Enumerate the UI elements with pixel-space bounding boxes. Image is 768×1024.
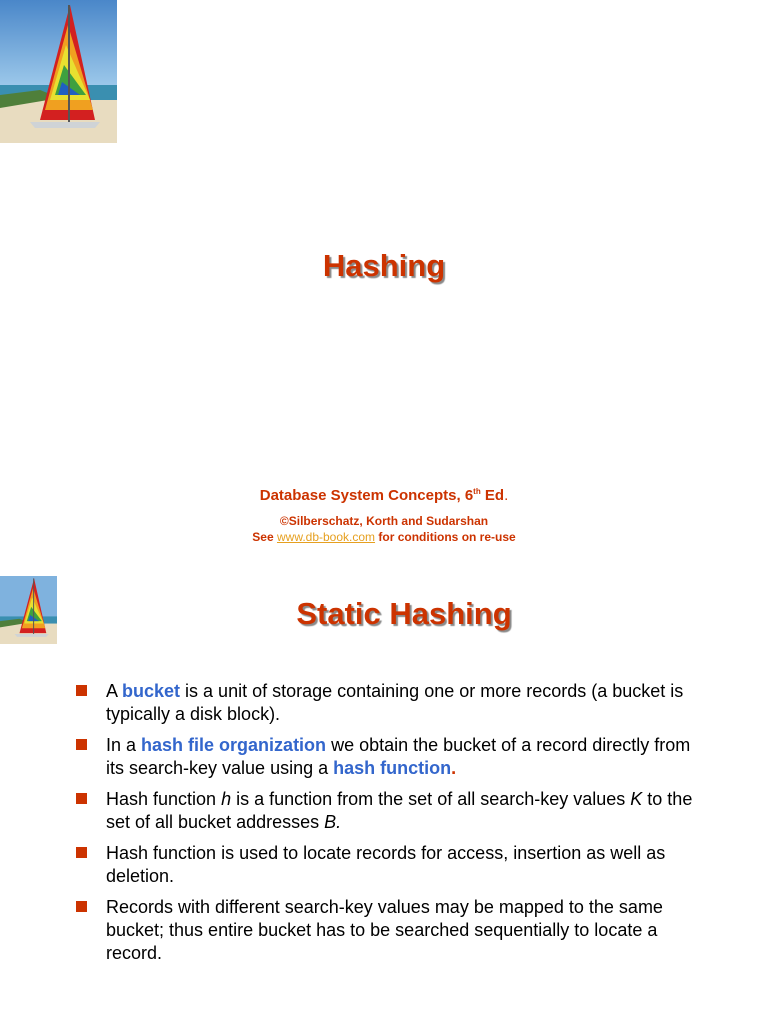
static-hashing-slide <box>0 576 768 1024</box>
reuse-suffix: for conditions on re-use <box>375 530 516 544</box>
copyright-notice: ©Silberschatz, Korth and Sudarshan <box>279 514 489 528</box>
bullet-text: Hash function is used to locate records for access, insertion as well as deletion. <box>106 843 666 886</box>
slide-title: Hashing <box>322 248 446 283</box>
bullet-item <box>76 680 696 726</box>
var-h: h <box>221 789 232 809</box>
bullet-text: we obtain the bucket of a record directly from its search-key value using a <box>106 735 691 778</box>
bullet-text: is a unit of storage containing one or more records (a bucket is typically a disk block). <box>106 681 684 724</box>
citation-period: . <box>504 487 509 504</box>
bullet-period: . <box>451 758 457 778</box>
bullet-text: Records with different search-key values may be mapped to the same bucket; thus entire bucket has to be searched sequentially to locate a record. <box>106 897 663 963</box>
edition-superscript: th <box>473 487 481 496</box>
term-hash-file-organization: hash file organization <box>141 735 327 755</box>
bullet-text: Hash function <box>106 789 222 809</box>
square-bullet-icon <box>76 847 87 858</box>
bullet-text: is a function from the set of all search-key values <box>231 789 631 809</box>
slide-title: Static Hashing <box>296 596 512 631</box>
var-b: B. <box>324 812 342 832</box>
bullet-text: A <box>106 681 123 701</box>
bullet-item <box>76 788 696 834</box>
reuse-notice <box>0 530 768 544</box>
sailboat-photo <box>0 0 117 143</box>
bullet-item <box>76 734 696 780</box>
square-bullet-icon <box>76 739 87 750</box>
bullet-list <box>76 680 696 973</box>
var-k: K <box>630 789 643 809</box>
edition-label: Ed <box>480 487 505 504</box>
square-bullet-icon <box>76 685 87 696</box>
square-bullet-icon <box>76 901 87 912</box>
book-name: Database System Concepts, 6 <box>259 487 474 504</box>
book-citation <box>0 487 768 504</box>
bullet-text: to the set of all bucket addresses <box>106 789 693 832</box>
sailboat-photo-icon <box>0 0 117 143</box>
bullet-item <box>76 842 696 888</box>
db-book-link[interactable]: www.db-book.com <box>276 530 376 544</box>
reuse-prefix: See <box>252 530 277 544</box>
bullet-text: In a <box>106 735 142 755</box>
bullet-item <box>76 896 696 965</box>
term-hash-function: hash function <box>333 758 452 778</box>
square-bullet-icon <box>76 793 87 804</box>
term-bucket: bucket <box>122 681 181 701</box>
